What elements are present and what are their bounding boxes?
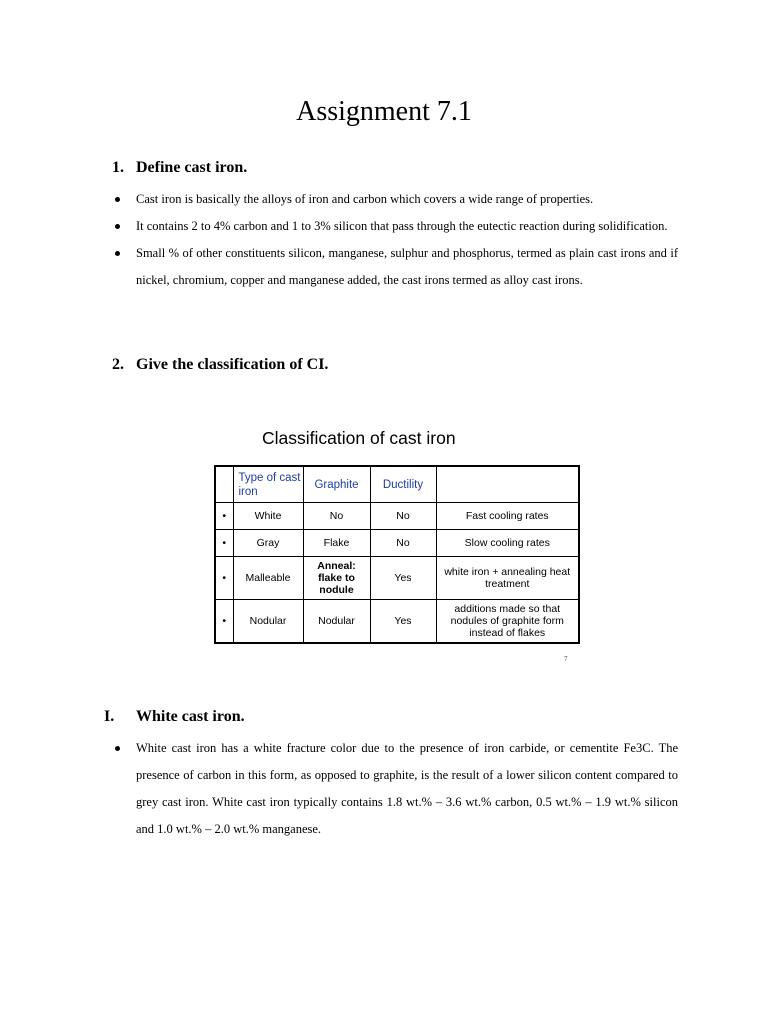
section-1-numeral: I. [104,708,115,725]
cell-type: Nodular [233,600,303,643]
section-1-text: White cast iron. [136,708,245,725]
table-header-cell [436,466,579,503]
bullet-item: White cast iron has a white fracture color due to the presence of iron carbide, or cementite Fe3C. The presence of carbon in this form, as opposed to graphite, is the result of a lower silicon content compared to grey cast iron. White cast iron typically contains 1.8 wt.% – 3.6 wt.% carbon, 0.5 wt.% – 1.9 wt.% silicon and 1.0 wt.% – 2.0 wt.% manganese. [112,735,678,843]
bullet-item: It contains 2 to 4% carbon and 1 to 3% silicon that pass through the eutectic reaction during solidification. [112,213,678,240]
row-marker: • [215,503,233,530]
table-header-cell [215,466,233,503]
cell-ductility: No [370,530,436,557]
cell-note: Slow cooling rates [436,530,579,557]
cell-ductility: No [370,503,436,530]
cell-graphite: Nodular [303,600,370,643]
cell-note: additions made so that nodules of graphite form instead of flakes [436,600,579,643]
question-2-text: Give the classification of CI. [136,356,329,373]
row-marker: • [215,557,233,600]
table-header-cell: Graphite [303,466,370,503]
cell-type: Gray [233,530,303,557]
table-row [215,503,579,530]
section-1-heading [104,707,245,727]
table-header-cell: Type of cast iron [233,466,303,503]
page-title: Assignment 7.1 [296,96,472,127]
table-title: Classification of cast iron [262,428,456,448]
question-1-heading [112,158,247,178]
table-header-cell: Ductility [370,466,436,503]
question-2-number: 2. [112,356,124,373]
slide-number: 7 [564,655,568,663]
question-1-bullets [112,186,678,294]
cell-graphite: No [303,503,370,530]
classification-table [214,465,580,644]
cell-ductility: Yes [370,557,436,600]
bullet-item: Cast iron is basically the alloys of iron and carbon which covers a wide range of properties. [112,186,678,213]
cell-graphite: Flake [303,530,370,557]
table-row [215,557,579,600]
cell-type: White [233,503,303,530]
section-1-bullets [112,735,678,843]
row-marker: • [215,600,233,643]
cell-note: white iron + annealing heat treatment [436,557,579,600]
table-header-row [215,466,579,503]
table-row [215,600,579,643]
question-2-heading [112,355,328,375]
bullet-item: Small % of other constituents silicon, manganese, sulphur and phosphorus, termed as plain cast irons and if nickel, chromium, copper and manganese added, the cast irons termed as alloy cast irons. [112,240,678,294]
table-row [215,530,579,557]
cell-type: Malleable [233,557,303,600]
question-1-text: Define cast iron. [136,159,248,176]
cell-graphite: Anneal: flake to nodule [303,557,370,600]
question-1-number: 1. [112,159,124,176]
row-marker: • [215,530,233,557]
cell-ductility: Yes [370,600,436,643]
cell-note: Fast cooling rates [436,503,579,530]
